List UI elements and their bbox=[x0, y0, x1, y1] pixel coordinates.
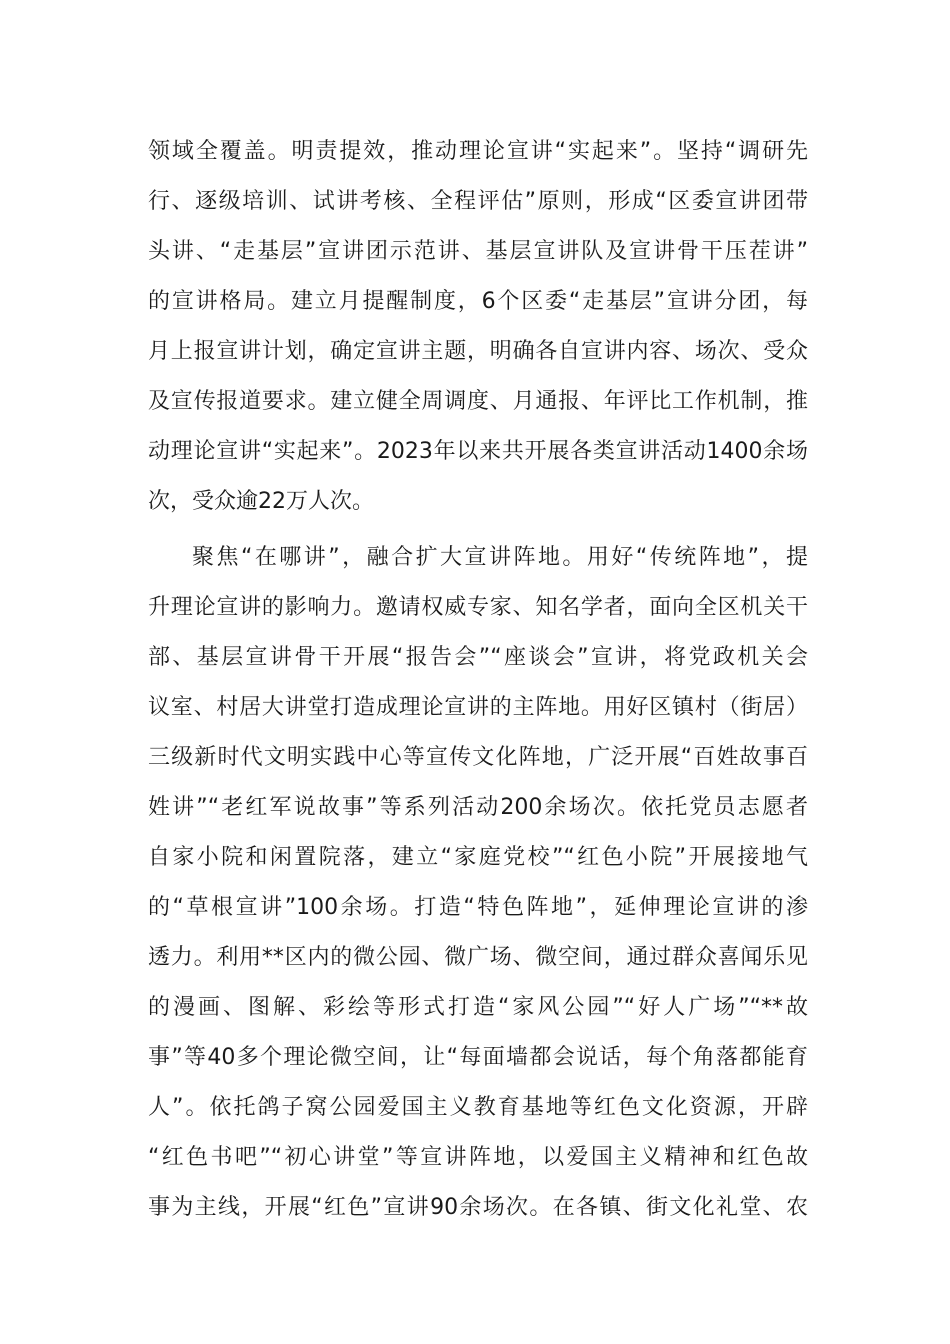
paragraph-line: 动理论宣讲“实起来”。2023年以来共开展各类宣讲活动1400余场 bbox=[148, 439, 808, 464]
paragraph-line: 事为主线，开展“红色”宣讲90余场次。在各镇、街文化礼堂、农 bbox=[148, 1195, 808, 1220]
paragraph-line: 头讲、“走基层”宣讲团示范讲、基层宣讲队及宣讲骨干压茬讲” bbox=[148, 239, 808, 264]
paragraph-line: 部、基层宣讲骨干开展“报告会”“座谈会”宣讲，将党政机关会 bbox=[148, 645, 808, 670]
paragraph-line: 的“草根宣讲”100余场。打造“特色阵地”，延伸理论宣讲的渗 bbox=[148, 895, 808, 920]
paragraph-line: 人”。依托鸽子窝公园爱国主义教育基地等红色文化资源，开辟 bbox=[148, 1095, 808, 1120]
paragraph-2 bbox=[148, 533, 808, 1233]
paragraph-1 bbox=[148, 127, 808, 527]
paragraph-line: 姓讲”“老红军说故事”等系列活动200余场次。依托党员志愿者 bbox=[148, 795, 808, 820]
paragraph-line: 行、逐级培训、试讲考核、全程评估”原则，形成“区委宣讲团带 bbox=[148, 189, 808, 214]
paragraph-line: 领域全覆盖。明责提效，推动理论宣讲“实起来”。坚持“调研先 bbox=[148, 139, 808, 164]
paragraph-line: “红色书吧”“初心讲堂”等宣讲阵地，以爱国主义精神和红色故 bbox=[148, 1145, 808, 1170]
paragraph-line: 升理论宣讲的影响力。邀请权威专家、知名学者，面向全区机关干 bbox=[148, 595, 808, 620]
paragraph-line: 月上报宣讲计划，确定宣讲主题，明确各自宣讲内容、场次、受众 bbox=[148, 339, 808, 364]
paragraph-line: 议室、村居大讲堂打造成理论宣讲的主阵地。用好区镇村（街居） bbox=[148, 695, 808, 720]
paragraph-line: 聚焦“在哪讲”，融合扩大宣讲阵地。用好“传统阵地”，提 bbox=[192, 545, 808, 570]
paragraph-line: 次，受众逾22万人次。 bbox=[148, 489, 374, 514]
paragraph-line: 自家小院和闲置院落，建立“家庭党校”“红色小院”开展接地气 bbox=[148, 845, 808, 870]
paragraph-line: 事”等40多个理论微空间，让“每面墙都会说话，每个角落都能育 bbox=[148, 1045, 808, 1070]
paragraph-line: 的漫画、图解、彩绘等形式打造“家风公园”“好人广场”“**故 bbox=[148, 995, 808, 1020]
paragraph-line: 的宣讲格局。建立月提醒制度，6个区委“走基层”宣讲分团，每 bbox=[148, 289, 808, 314]
paragraph-line: 三级新时代文明实践中心等宣传文化阵地，广泛开展“百姓故事百 bbox=[148, 745, 808, 770]
body-text bbox=[148, 127, 808, 1233]
paragraph-line: 透力。利用**区内的微公园、微广场、微空间，通过群众喜闻乐见 bbox=[148, 945, 808, 970]
paragraph-line: 及宣传报道要求。建立健全周调度、月通报、年评比工作机制，推 bbox=[148, 389, 808, 414]
